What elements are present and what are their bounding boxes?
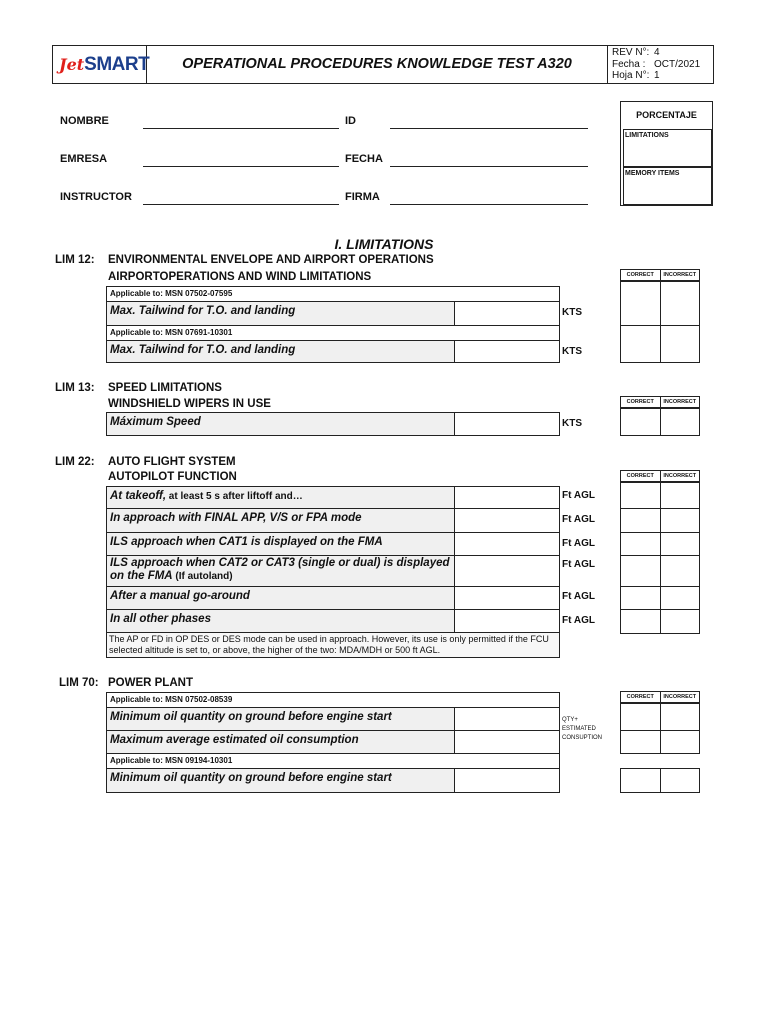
lim22-unit-3: Ft AGL xyxy=(562,538,595,549)
porcentaje-title: PORCENTAJE xyxy=(636,110,697,120)
lim13-question-1: Máximum Speed xyxy=(106,412,560,436)
lim22-mark-1[interactable] xyxy=(620,482,700,509)
lim70-answer-3[interactable] xyxy=(453,769,559,792)
lim22-mark-5[interactable] xyxy=(620,586,700,610)
instructor-label: INSTRUCTOR xyxy=(60,191,132,203)
lim70-unit-note: QTY+ ESTIMATED CONSUPTION xyxy=(562,717,603,741)
lim22-question-6: In all other phases xyxy=(106,610,560,633)
lim13-answer-1[interactable] xyxy=(453,413,559,435)
lim13-title: SPEED LIMITATIONS xyxy=(108,382,222,394)
lim22-code: LIM 22: xyxy=(55,456,95,468)
lim22-question-1: At takeoff, at least 5 s after liftoff and… xyxy=(106,486,560,509)
lim12-mark-2[interactable] xyxy=(620,325,700,363)
nombre-field[interactable] xyxy=(143,128,339,129)
lim12-question-2: Max. Tailwind for T.O. and landing xyxy=(106,341,560,363)
lim12-answer-2[interactable] xyxy=(453,341,559,362)
lim12-mark-1[interactable] xyxy=(620,281,700,326)
lim70-applicability-2: Applicable to: MSN 09194-10301 xyxy=(106,753,560,769)
memory-items-score[interactable]: MEMORY ITEMS xyxy=(623,167,712,205)
lim22-answer-5[interactable] xyxy=(453,587,559,609)
revision-box xyxy=(608,45,714,84)
lim22-question-3: ILS approach when CAT1 is displayed on the FMA xyxy=(106,533,560,556)
lim70-question-1: Minimum oil quantity on ground before engine start xyxy=(106,708,560,731)
lim22-answer-4[interactable] xyxy=(453,556,559,586)
lim70-mark-2[interactable] xyxy=(620,730,700,754)
lim22-mark-2[interactable] xyxy=(620,508,700,533)
lim70-mark-3[interactable] xyxy=(620,768,700,793)
section-title: I. LIMITATIONS xyxy=(334,236,434,252)
lim22-correct-header: CORRECT INCORRECT xyxy=(620,470,700,482)
lim13-code: LIM 13: xyxy=(55,382,95,394)
lim12-applicability-1: Applicable to: MSN 07502-07595 xyxy=(106,286,560,302)
lim22-note: The AP or FD in OP DES or DES mode can be used in approach. However, its use is only permitted if the FCU selected altitude is set to, or above, the higher of the two: MDA/MDH or 500 ft AGL. xyxy=(106,633,560,658)
lim22-unit-2: Ft AGL xyxy=(562,514,595,525)
lim12-unit-1: KTS xyxy=(562,307,582,318)
lim13-correct-header: CORRECT INCORRECT xyxy=(620,396,700,408)
lim22-mark-4[interactable] xyxy=(620,555,700,587)
lim22-unit-1: Ft AGL xyxy=(562,490,595,501)
lim22-answer-6[interactable] xyxy=(453,610,559,632)
nombre-label: NOMBRE xyxy=(60,115,109,127)
empresa-label: EMRESA xyxy=(60,153,108,165)
lim22-title: AUTO FLIGHT SYSTEM xyxy=(108,456,236,468)
lim13-mark-1[interactable] xyxy=(620,408,700,436)
lim22-unit-6: Ft AGL xyxy=(562,615,595,626)
fecha-value: OCT/2021 xyxy=(654,58,701,70)
lim70-mark-1[interactable] xyxy=(620,703,700,731)
lim22-answer-3[interactable] xyxy=(453,533,559,555)
lim70-code: LIM 70: xyxy=(59,677,99,689)
empresa-field[interactable] xyxy=(143,166,339,167)
lim22-unit-4: Ft AGL xyxy=(562,559,595,570)
lim22-question-4: ILS approach when CAT2 or CAT3 (single or dual) is displayed on the FMA (If autoland) xyxy=(106,556,560,587)
lim22-answer-1[interactable] xyxy=(453,487,559,508)
lim70-answer-2[interactable] xyxy=(453,731,559,753)
fecha-label: Fecha : xyxy=(612,58,646,70)
fecha-field[interactable] xyxy=(390,166,588,167)
limitations-score[interactable]: LIMITATIONS xyxy=(623,129,712,167)
hoja-label: Hoja N°: xyxy=(612,70,650,81)
lim22-subtitle: AUTOPILOT FUNCTION xyxy=(108,471,237,483)
lim22-question-2: In approach with FINAL APP, V/S or FPA mode xyxy=(106,509,560,533)
lim22-mark-6[interactable] xyxy=(620,609,700,634)
rev-label: REV N°: xyxy=(612,47,650,58)
lim70-answer-1[interactable] xyxy=(453,708,559,730)
jetsmart-logo: JetSMART xyxy=(59,54,150,75)
hoja-value: 1 xyxy=(654,70,660,81)
lim22-unit-5: Ft AGL xyxy=(562,591,595,602)
lim13-subtitle: WINDSHIELD WIPERS IN USE xyxy=(108,398,271,410)
lim70-question-2: Maximum average estimated oil consumption xyxy=(106,731,560,754)
lim70-title: POWER PLANT xyxy=(108,677,193,689)
lim70-question-3: Minimum oil quantity on ground before engine start xyxy=(106,769,560,793)
id-field[interactable] xyxy=(390,128,588,129)
lim13-unit-1: KTS xyxy=(562,418,582,429)
lim12-answer-1[interactable] xyxy=(453,302,559,325)
porcentaje-box xyxy=(620,101,713,206)
fecha-label: FECHA xyxy=(345,153,383,165)
rev-value: 4 xyxy=(654,47,660,58)
lim12-question-1: Max. Tailwind for T.O. and landing xyxy=(106,302,560,326)
id-label: ID xyxy=(345,115,356,127)
lim22-mark-3[interactable] xyxy=(620,532,700,556)
firma-label: FIRMA xyxy=(345,191,380,203)
lim12-applicability-2: Applicable to: MSN 07691-10301 xyxy=(106,325,560,341)
lim22-answer-2[interactable] xyxy=(453,509,559,532)
instructor-field[interactable] xyxy=(143,204,339,205)
logo-box xyxy=(52,45,150,84)
lim12-correct-header: CORRECT INCORRECT xyxy=(620,269,700,281)
lim12-title: ENVIRONMENTAL ENVELOPE AND AIRPORT OPERATIONS xyxy=(108,254,434,266)
lim22-question-5: After a manual go-around xyxy=(106,587,560,610)
firma-field[interactable] xyxy=(390,204,588,205)
document-title: OPERATIONAL PROCEDURES KNOWLEDGE TEST A320 xyxy=(147,45,608,84)
lim70-correct-header: CORRECT INCORRECT xyxy=(620,691,700,703)
lim70-applicability-1: Applicable to: MSN 07502-08539 xyxy=(106,692,560,708)
lim12-code: LIM 12: xyxy=(55,254,95,266)
lim12-unit-2: KTS xyxy=(562,346,582,357)
lim12-subtitle: AIRPORTOPERATIONS AND WIND LIMITATIONS xyxy=(108,271,372,283)
